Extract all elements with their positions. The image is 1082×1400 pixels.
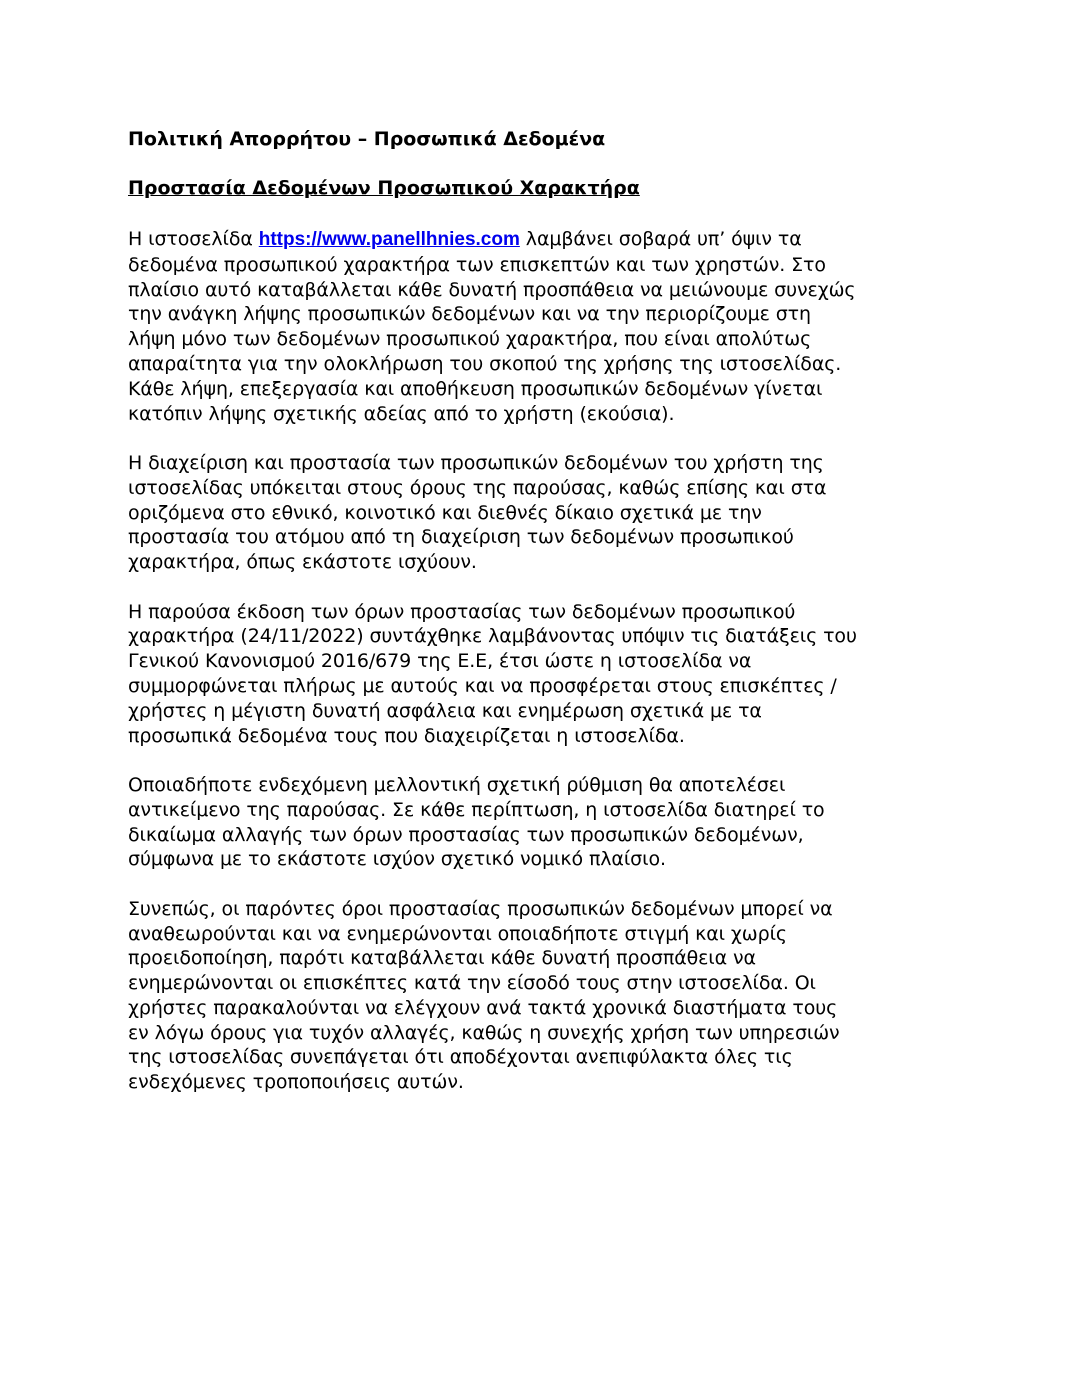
paragraph-line: λήψη μόνο των δεδομένων προσωπικού χαρακτήρα, που είναι απολύτως [128,328,812,351]
paragraph-line: Οποιαδήποτε ενδεχόμενη μελλοντική σχετική ρύθμιση θα αποτελέσει [128,773,786,796]
paragraph-updates [128,897,968,1095]
document-title: Πολιτική Απορρήτου – Προσωπικά Δεδομένα [128,128,606,150]
paragraph-line: χρήστες η μέγιστη δυνατή ασφάλεια και ενημέρωση σχετικά με τα [128,699,762,722]
paragraph-line: χρήστες παρακαλούνται να ελέγχουν ανά τακτά χρονικά διαστήματα τους [128,996,838,1019]
paragraph-line: Η παρούσα έκδοση των όρων προστασίας των δεδομένων προσωπικού [128,600,796,623]
paragraph-line: προειδοποίηση, παρότι καταβάλλεται κάθε δυνατή προσπάθεια να [128,947,756,970]
paragraph-line: ιστοσελίδας υπόκειται στους όρους της παρούσας, καθώς επίσης και στα [128,476,827,499]
paragraph-line: δεδομένα προσωπικού χαρακτήρα των επισκεπτών και των χρηστών. Στο [128,253,826,276]
paragraph-line: χαρακτήρα, όπως εκάστοτε ισχύουν. [128,551,477,574]
paragraph-line: ενημερώνονται οι επισκέπτες κατά την είσοδό τους στην ιστοσελίδα. Οι [128,972,816,995]
document-page [128,126,968,1095]
intro-line-rest: λαμβάνει σοβαρά υπ’ όψιν τα [519,228,802,250]
paragraph-line: αναθεωρούνται και να ενημερώνονται οποιαδήποτε στιγμή και χωρίς [128,922,787,945]
intro-prefix: Η ιστοσελίδα [128,228,259,250]
paragraph-line: την ανάγκη λήψης προσωπικών δεδομένων και να την περιορίζουμε στη [128,303,811,326]
paragraph-line: εν λόγω όρους για τυχόν αλλαγές, καθώς η συνεχής χρήση των υπηρεσιών [128,1021,840,1044]
paragraph-intro [128,227,968,426]
paragraph-line: οριζόμενα στο εθνικό, κοινοτικό και διεθνές δίκαιο σχετικά με την [128,501,762,524]
paragraph-line: Συνεπώς, οι παρόντες όροι προστασίας προσωπικών δεδομένων μπορεί να [128,897,833,920]
paragraph-line: της ιστοσελίδας συνεπάγεται ότι αποδέχονται ανεπιφύλακτα όλες τις [128,1046,793,1069]
paragraph-line: Γενικού Κανονισμού 2016/679 της Ε.Ε, έτσι ώστε η ιστοσελίδα να [128,650,752,673]
paragraph-line: κατόπιν λήψης σχετικής αδείας από το χρήστη (εκούσια). [128,402,675,425]
paragraph-line: δικαίωμα αλλαγής των όρων προστασίας των προσωπικών δεδομένων, [128,823,804,846]
paragraph-line: απαραίτητα για την ολοκλήρωση του σκοπού της χρήσης της ιστοσελίδας. [128,352,842,375]
paragraph-management [128,451,968,575]
paragraph-line: σύμφωνα με το εκάστοτε ισχύον σχετικό νομικό πλαίσιο. [128,848,666,871]
paragraph-line: Κάθε λήψη, επεξεργασία και αποθήκευση προσωπικών δεδομένων γίνεται [128,377,823,400]
paragraph-line: Η διαχείριση και προστασία των προσωπικών δεδομένων του χρήστη της [128,451,824,474]
paragraph-version [128,600,968,749]
paragraph-line: αντικείμενο της παρούσας. Σε κάθε περίπτωση, η ιστοσελίδα διατηρεί το [128,798,825,821]
paragraph-line [128,227,968,253]
paragraph-line: προστασία του ατόμου από τη διαχείριση των δεδομένων προσωπικού [128,526,794,549]
website-link[interactable]: https://www.panellhnies.com [258,229,520,250]
paragraph-line: πλαίσιο αυτό καταβάλλεται κάθε δυνατή προσπάθεια να μειώνουμε συνεχώς [128,278,856,301]
paragraph-line: προσωπικά δεδομένα τους που διαχειρίζεται η ιστοσελίδα. [128,724,685,747]
paragraph-line: χαρακτήρα (24/11/2022) συντάχθηκε λαμβάνοντας υπόψιν τις διατάξεις του [128,625,857,648]
paragraph-future-regulation [128,773,968,872]
document-subtitle: Προστασία Δεδομένων Προσωπικού Χαρακτήρα [128,177,640,199]
paragraph-line: συμμορφώνεται πλήρως με αυτούς και να προσφέρεται στους επισκέπτες / [128,674,837,697]
paragraph-line: ενδεχόμενες τροποποιήσεις αυτών. [128,1071,464,1094]
